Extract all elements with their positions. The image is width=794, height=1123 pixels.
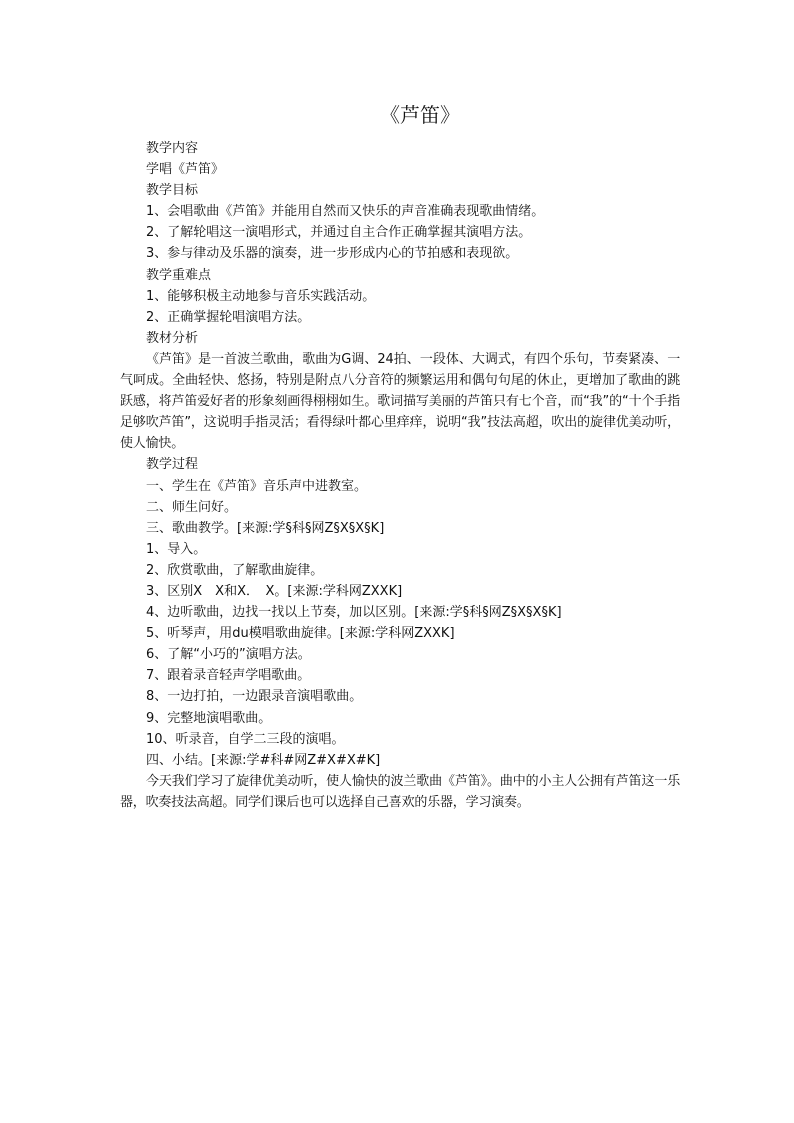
- process-item: 四、小结。[来源:学#科#网Z#X#X#K]: [146, 752, 381, 768]
- section-heading: 教学重难点: [146, 267, 212, 283]
- process-item: 2、欣赏歌曲，了解歌曲旋律。: [146, 562, 324, 578]
- process-item: 8、一边打拍，一边跟录音演唱歌曲。: [146, 689, 363, 705]
- content-item: 学唱《芦笛》: [146, 162, 225, 178]
- objective-item: 3、参与律动及乐器的演奏，进一步形成内心的节拍感和表现欲。: [146, 246, 519, 262]
- process-item: 4、边听歌曲，边找一找以上节奏，加以区别。[来源:学§科§网Z§X§X§K]: [146, 605, 562, 621]
- section-heading: 教学目标: [146, 183, 199, 199]
- key-point-item: 1、能够积极主动地参与音乐实践活动。: [146, 288, 376, 304]
- process-item: 一、学生在《芦笛》音乐声中进教室。: [146, 478, 368, 494]
- process-item: 6、了解“小巧的”演唱方法。: [146, 647, 311, 663]
- process-item: 三、歌曲教学。[来源:学§科§网Z§X§X§K]: [146, 520, 385, 536]
- process-item: 1、导入。: [146, 541, 207, 557]
- process-item: 二、师生问好。: [146, 499, 238, 515]
- process-item: 3、区别X X和X． X。[来源:学科网ZXXK]: [146, 583, 403, 599]
- process-item: 10、听录音，自学二三段的演唱。: [146, 731, 345, 747]
- key-point-item: 2、正确掌握轮唱演唱方法。: [146, 309, 311, 325]
- analysis-paragraph: 《芦笛》是一首波兰歌曲，歌曲为G调、24拍、一段体、大调式，有四个乐句，节奏紧凑、一气呵成。全曲轻快、悠扬，特别是附点八分音符的频繁运用和偶句句尾的休止，更增加了歌曲的跳跃感，将芦笛爱好者的形象刻画得栩栩如生。歌词描写美丽的芦笛只有七个音，而“我”的“十个手指足够吹芦笛”，这说明手指灵活；看得绿叶都心里痒痒，说明“我”技法高超，吹出的旋律优美动听，使人愉快。: [120, 351, 680, 452]
- objective-item: 2、了解轮唱这一演唱形式，并通过自主合作正确掌握其演唱方法。: [146, 225, 532, 241]
- process-item: 5、听琴声，用du模唱歌曲旋律。[来源:学科网ZXXK]: [146, 626, 455, 642]
- section-heading: 教材分析: [146, 330, 199, 346]
- objective-item: 1、会唱歌曲《芦笛》并能用自然而又快乐的声音准确表现歌曲情绪。: [146, 204, 545, 220]
- document-title: 《芦笛》: [380, 103, 460, 127]
- closing-paragraph: 今天我们学习了旋律优美动听，使人愉快的波兰歌曲《芦笛》。曲中的小主人公拥有芦笛这一乐器，吹奏技法高超。同学们课后也可以选择自己喜欢的乐器，学习演奏。: [120, 773, 680, 810]
- process-item: 7、跟着录音轻声学唱歌曲。: [146, 668, 311, 684]
- process-item: 9、完整地演唱歌曲。: [146, 710, 272, 726]
- document-body: [120, 138, 680, 813]
- section-heading: 教学内容: [146, 141, 199, 156]
- section-heading: 教学过程: [146, 457, 199, 473]
